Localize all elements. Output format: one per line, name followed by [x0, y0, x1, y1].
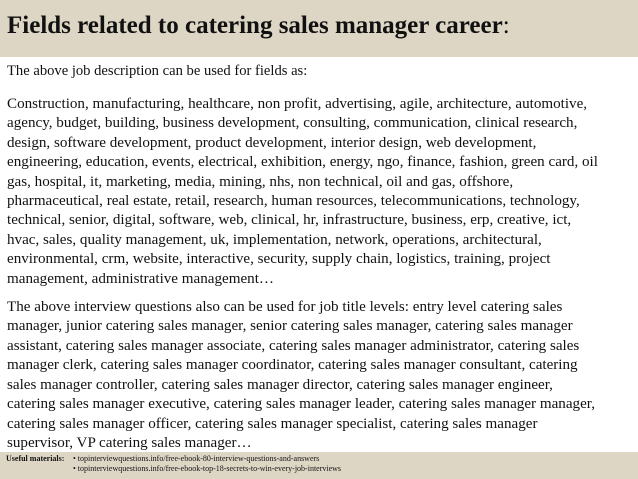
- fields-line: environmental, crm, website, interactive, security, supply chain, logistics, training, project: [7, 251, 551, 268]
- levels-line: manager clerk, catering sales manager coordinator, catering sales manager consultant, catering: [7, 357, 578, 374]
- footer-links: [73, 454, 341, 474]
- levels-line: supervisor, VP catering sales manager…: [7, 434, 252, 451]
- levels-line: sales manager controller, catering sales manager director, catering sales manager engineer,: [7, 376, 553, 393]
- fields-line: engineering, education, events, electrical, exhibition, energy, ngo, finance, fashion, green card, oil: [7, 154, 598, 171]
- fields-line: Construction, manufacturing, healthcare, non profit, advertising, agile, architecture, automotive,: [7, 96, 588, 112]
- levels-line: assistant, catering sales manager associate, catering sales manager administrator, catering sales: [7, 337, 580, 354]
- levels-paragraph: [7, 298, 633, 453]
- footer-label: Useful materials:: [6, 454, 65, 463]
- fields-line: technical, senior, digital, software, web, clinical, hr, infrastructure, business, erp, creative, ict,: [7, 212, 572, 229]
- footer-bar: [0, 452, 638, 479]
- page-title-text: Fields related to catering sales manager career: [7, 12, 503, 39]
- footer-link-ebook-18-secrets[interactable]: • topinterviewquestions.info/free-ebook-top-18-secrets-to-win-every-job-interviews: [73, 464, 342, 473]
- levels-line: The above interview questions also can be used for job title levels: entry level catering sales: [7, 299, 563, 316]
- fields-line: hvac, sales, quality management, uk, implementation, network, operations, architectural,: [7, 231, 542, 248]
- fields-line: agency, budget, building, business development, consulting, communication, clinical research,: [7, 115, 578, 132]
- page-title: [7, 11, 638, 41]
- title-bar: [0, 0, 638, 57]
- intro-text: The above job description can be used for fields as:: [7, 63, 308, 79]
- levels-line: manager, junior catering sales manager, senior catering sales manager, catering sales manager: [7, 318, 573, 335]
- fields-paragraph: [7, 95, 633, 289]
- fields-line: pharmaceutical, real estate, retail, research, human resources, telecommunications, technology,: [7, 193, 580, 210]
- fields-line: gas, hospital, it, marketing, media, mining, nhs, non technical, oil and gas, offshore,: [7, 173, 514, 190]
- fields-line: management, administrative management…: [7, 270, 274, 287]
- fields-line: design, software development, product development, interior design, web development,: [7, 134, 537, 151]
- levels-line: catering sales manager officer, catering sales manager specialist, catering sales manager: [7, 415, 538, 432]
- footer-link-ebook-80-questions[interactable]: • topinterviewquestions.info/free-ebook-80-interview-questions-and-answers: [73, 454, 320, 463]
- levels-line: catering sales manager executive, catering sales manager leader, catering sales manager manager,: [7, 396, 595, 413]
- content-area: [7, 62, 633, 453]
- page-title-colon: :: [502, 12, 510, 39]
